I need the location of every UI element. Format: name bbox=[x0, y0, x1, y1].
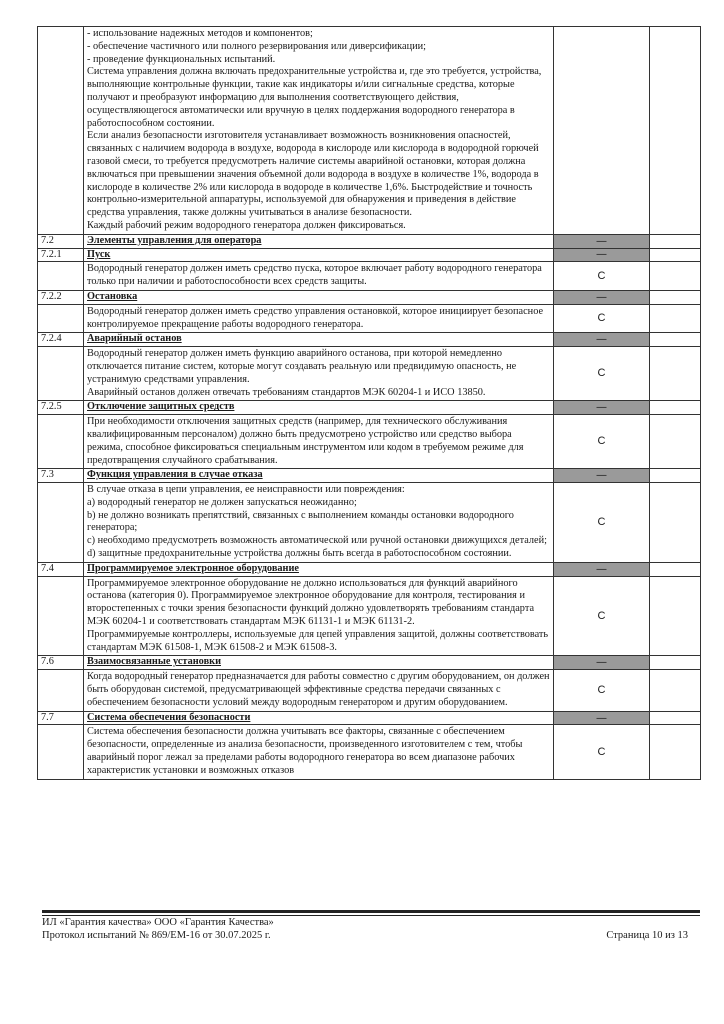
note-cell bbox=[650, 248, 701, 262]
requirement-text-cell bbox=[84, 415, 554, 469]
clause-number-cell bbox=[38, 27, 84, 235]
text-line: В случае отказа в цепи управления, ее неисправности или повреждения: bbox=[87, 484, 405, 496]
text-line: Если анализ безопасности изготовителя устанавливает возможность возникновения опасностей, связанных с наличием водорода в воздухе, водорода в кислороде или кислорода в водородной горючей газовой смеси, то требуется предусмотреть наличие системы аварийной остановки, которая должна включаться при превышении значения объемной доли водорода в воздухе в количестве 1%, водорода в кислороде в количестве 2% или кислорода в водороде в количестве 1,6%. Быстродействие и точность контрольно-измерительной аппаратуры, используемой для обнаружения и приведения в действие средства управления, также должны учитываться в анализе безопасности. bbox=[87, 130, 539, 219]
clause-number-cell bbox=[38, 725, 84, 779]
section-header-row bbox=[38, 333, 701, 347]
text-line: Аварийный останов должен отвечать требованиям стандартов МЭК 60204-1 и ИСО 13850. bbox=[87, 386, 486, 398]
footer-divider bbox=[42, 910, 700, 913]
note-cell bbox=[650, 27, 701, 235]
text-line: - использование надежных методов и компонентов; bbox=[87, 28, 313, 39]
note-cell bbox=[650, 576, 701, 656]
section-header-row bbox=[38, 562, 701, 576]
section-body-row bbox=[38, 725, 701, 779]
protocol-number: Протокол испытаний № 869/ЕМ-16 от 30.07.2025 г. bbox=[42, 930, 271, 941]
section-title-text: Элементы управления для оператора bbox=[87, 234, 262, 246]
section-title bbox=[84, 469, 554, 483]
note-cell bbox=[650, 304, 701, 333]
clause-number: 7.7 bbox=[38, 711, 84, 725]
clause-number: 7.3 bbox=[38, 469, 84, 483]
note-cell bbox=[650, 415, 701, 469]
result-cell: С bbox=[554, 262, 650, 291]
section-header-row bbox=[38, 401, 701, 415]
header-result-cell: — bbox=[554, 711, 650, 725]
requirement-text-cell bbox=[84, 483, 554, 563]
section-title-text: Система обеспечения безопасности bbox=[87, 711, 251, 723]
section-header-row bbox=[38, 469, 701, 483]
text-line: - обеспечение частичного или полного резервирования или диверсификации; bbox=[87, 40, 426, 52]
note-cell bbox=[650, 670, 701, 711]
text-line: Программируемое электронное оборудование не должно использоваться для функций аварийного останова (категория 0). Программируемое электронное оборудование для контроля, тестирования и второстепенных с точки зрения безопасности функций должно удовлетворять требованиям стандарта МЭК 60204-1 и соответствовать стандартам МЭК 61131-1 и МЭК 61131-2. bbox=[87, 577, 535, 628]
header-result-cell: — bbox=[554, 401, 650, 415]
section-header-row bbox=[38, 656, 701, 670]
header-result-cell: — bbox=[554, 562, 650, 576]
requirement-text-cell bbox=[84, 576, 554, 656]
note-cell bbox=[650, 234, 701, 248]
section-title-text: Взаимосвязанные установки bbox=[87, 656, 221, 668]
text-line: a) водородный генератор не должен запускаться неожиданно; bbox=[87, 496, 357, 508]
section-title bbox=[84, 401, 554, 415]
clause-number-cell bbox=[38, 576, 84, 656]
result-cell: С bbox=[554, 304, 650, 333]
header-result-cell: — bbox=[554, 469, 650, 483]
section-title-text: Остановка bbox=[87, 290, 138, 302]
text-line: Каждый рабочий режим водородного генератора должен фиксироваться. bbox=[87, 219, 406, 231]
note-cell bbox=[650, 711, 701, 725]
lab-name: ИЛ «Гарантия качества» ООО «Гарантия Качества» bbox=[42, 917, 274, 928]
requirement-text-cell bbox=[84, 725, 554, 779]
section-title bbox=[84, 248, 554, 262]
text-line: Система обеспечения безопасности должна учитывать все факторы, связанные с обеспечением безопасности, определенные из анализа безопасности, произведенного изготовителем с тем, чтобы аварийный порог лежал за пределами работы водородного генератора во всем диапазоне рабочих характеристик установки и возможных отказов bbox=[87, 726, 523, 776]
result-cell: С bbox=[554, 483, 650, 563]
result-cell: С bbox=[554, 576, 650, 656]
header-result-cell: — bbox=[554, 656, 650, 670]
result-cell: С bbox=[554, 415, 650, 469]
section-title bbox=[84, 711, 554, 725]
requirement-text-cell bbox=[84, 304, 554, 333]
section-title bbox=[84, 656, 554, 670]
clause-number-cell bbox=[38, 304, 84, 333]
clause-number: 7.2.2 bbox=[38, 290, 84, 304]
text-line: d) защитные предохранительные устройства должны быть всегда в работоспособном состоянии. bbox=[87, 548, 512, 560]
note-cell bbox=[650, 262, 701, 291]
note-cell bbox=[650, 401, 701, 415]
section-title-text: Отключение защитных средств bbox=[87, 401, 235, 413]
text-line: Система управления должна включать предохранительные устройства и, где это требуется, устройства, выполняющие контрольные функции, такие как индикаторы и/или сигнальные средства, которые получают и преобразуют информацию для выполнения соответствующего действия, осуществляющегося автоматически или вручную в целях поддержания водородного генератора в работоспособном состоянии. bbox=[87, 66, 542, 129]
clause-number: 7.6 bbox=[38, 656, 84, 670]
section-title-text: Аварийный останов bbox=[87, 333, 182, 345]
continuation-row bbox=[38, 27, 701, 235]
clause-number: 7.2.4 bbox=[38, 333, 84, 347]
clause-number: 7.2.5 bbox=[38, 401, 84, 415]
requirement-text-cell bbox=[84, 347, 554, 401]
note-cell bbox=[650, 656, 701, 670]
requirement-text-cell bbox=[84, 27, 554, 235]
note-cell bbox=[650, 483, 701, 563]
header-result-cell: — bbox=[554, 248, 650, 262]
requirements-table bbox=[37, 26, 701, 780]
clause-number-cell bbox=[38, 347, 84, 401]
section-title-text: Функция управления в случае отказа bbox=[87, 469, 263, 481]
note-cell bbox=[650, 290, 701, 304]
section-title-text: Программируемое электронное оборудование bbox=[87, 562, 299, 574]
page-number: Страница 10 из 13 bbox=[606, 930, 688, 941]
clause-number: 7.2.1 bbox=[38, 248, 84, 262]
header-result-cell: — bbox=[554, 333, 650, 347]
text-line: c) необходимо предусмотреть возможность автоматической или ручной остановки движущихся деталей; bbox=[87, 535, 547, 547]
clause-number-cell bbox=[38, 670, 84, 711]
header-result-cell: — bbox=[554, 234, 650, 248]
text-line: Программируемые контроллеры, используемые для цепей управления защитой, должны соответствовать стандартам МЭК 61508-1, МЭК 61508-2 и МЭК 61508-3. bbox=[87, 628, 549, 653]
requirement-text-cell bbox=[84, 670, 554, 711]
clause-number: 7.4 bbox=[38, 562, 84, 576]
text-line: b) не должно возникать препятствий, связанных с выполнением команды остановки водородного генератора; bbox=[87, 509, 514, 534]
result-cell: С bbox=[554, 670, 650, 711]
header-result-cell: — bbox=[554, 290, 650, 304]
section-header-row bbox=[38, 711, 701, 725]
section-header-row bbox=[38, 234, 701, 248]
clause-number-cell bbox=[38, 262, 84, 291]
text-line: Водородный генератор должен иметь функцию аварийного останова, при которой немедленно отключается питание систем, которые могут создавать реальную или предвидимую опасность, не устранимую средствами управления. bbox=[87, 348, 517, 385]
clause-number: 7.2 bbox=[38, 234, 84, 248]
text-line: Водородный генератор должен иметь средство управления остановкой, которое инициирует безопасное контролируемое прекращение работы водородного генератора. bbox=[87, 305, 544, 330]
note-cell bbox=[650, 562, 701, 576]
clause-number-cell bbox=[38, 483, 84, 563]
section-body-row bbox=[38, 670, 701, 711]
section-header-row bbox=[38, 248, 701, 262]
section-title bbox=[84, 290, 554, 304]
result-cell: С bbox=[554, 725, 650, 779]
section-body-row bbox=[38, 347, 701, 401]
result-cell bbox=[554, 27, 650, 235]
note-cell bbox=[650, 347, 701, 401]
note-cell bbox=[650, 333, 701, 347]
section-body-row bbox=[38, 576, 701, 656]
text-line: При необходимости отключения защитных средств (например, для технического обслуживания квалифицированным персоналом) должно быть предусмотрено устройство или средство выбора режима, способное фиксироваться специальным инструментом или кодом в требуемом режиме для предотвращения случайного срабатывания. bbox=[87, 416, 524, 466]
section-header-row bbox=[38, 290, 701, 304]
section-body-row bbox=[38, 262, 701, 291]
section-body-row bbox=[38, 483, 701, 563]
note-cell bbox=[650, 725, 701, 779]
text-line: Водородный генератор должен иметь средство пуска, которое включает работу водородного генератора только при наличии и работоспособности всех средств защиты. bbox=[87, 263, 542, 288]
section-title bbox=[84, 333, 554, 347]
clause-number-cell bbox=[38, 415, 84, 469]
text-line: - проведение функциональных испытаний. bbox=[87, 53, 276, 65]
section-body-row bbox=[38, 415, 701, 469]
text-line: Когда водородный генератор предназначается для работы совместно с другим оборудованием, он должен быть оборудован системой, предусматривающей эффективные средства передачи связанных с обеспечением безопасности условий между водородным генератором и другим оборудованием. bbox=[87, 671, 550, 708]
section-title bbox=[84, 562, 554, 576]
section-title bbox=[84, 234, 554, 248]
result-cell: С bbox=[554, 347, 650, 401]
section-title-text: Пуск bbox=[87, 248, 111, 260]
note-cell bbox=[650, 469, 701, 483]
section-body-row bbox=[38, 304, 701, 333]
requirement-text-cell bbox=[84, 262, 554, 291]
